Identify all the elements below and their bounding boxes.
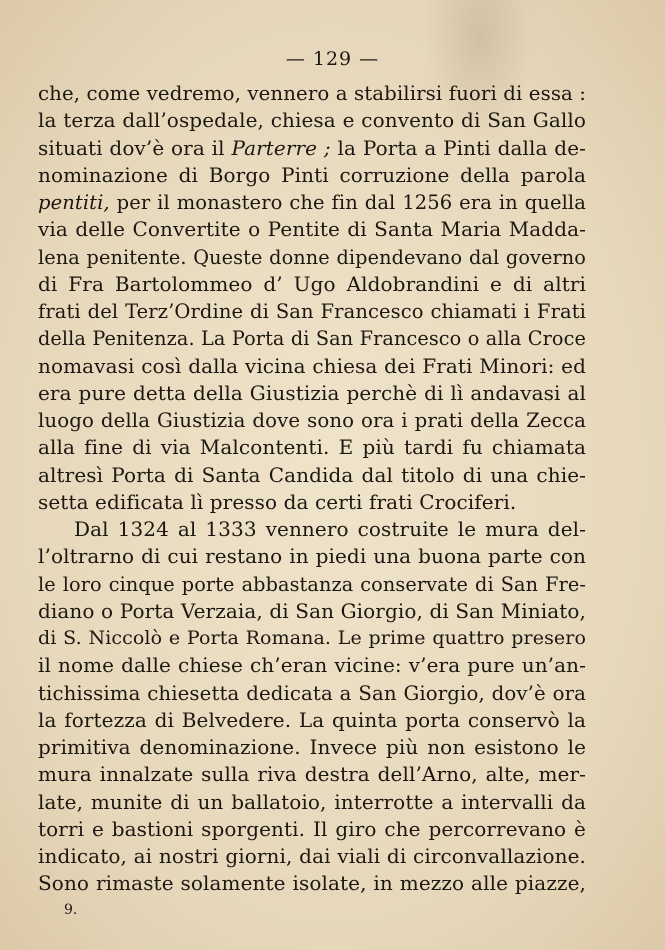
text-line	[38, 380, 586, 407]
text-segment: alla fine di via Malcontenti. E più tardi fu chiamata	[38, 435, 586, 460]
text-line	[38, 734, 586, 761]
text-segment: il nome dalle chiese ch’eran vicine: v’era pure un’an-	[38, 653, 586, 678]
text-line	[38, 325, 586, 352]
text-line	[38, 298, 586, 325]
text-line	[38, 189, 586, 216]
text-segment: setta edificata lì presso da certi frati Crociferi.	[38, 489, 517, 514]
text-segment: diano o Porta Verzaia, di San Giorgio, di San Miniato,	[38, 598, 586, 623]
text-segment: della Penitenza. La Porta di San Francesco o alla Croce	[38, 327, 586, 351]
text-line	[38, 816, 586, 843]
text-segment: l’oltrarno di cui restano in piedi una buona parte con	[38, 544, 586, 569]
text-segment: altresì Porta di Santa Candida dal titolo di una chie-	[38, 462, 586, 487]
text-line	[38, 571, 586, 598]
text-segment: era pure detta della Giustizia perchè di lì andavasi al	[38, 380, 586, 405]
page-number: — 129 —	[285, 48, 380, 70]
text-line	[38, 462, 586, 489]
text-line	[38, 135, 586, 162]
text-line	[38, 434, 586, 461]
text-segment: di Fra Bartolommeo d’ Ugo Aldobrandini e di altri	[38, 271, 586, 296]
text-line	[38, 680, 586, 707]
text-line	[38, 843, 586, 870]
italic-term: pentiti,	[38, 191, 110, 214]
text-line	[38, 761, 586, 788]
text-segment: torri e bastioni sporgenti. Il giro che percorrevano è	[38, 816, 586, 841]
text-line	[38, 543, 586, 570]
body-text	[38, 80, 586, 898]
italic-term: Parterre ;	[231, 135, 331, 160]
text-line	[38, 407, 586, 434]
text-line	[38, 80, 586, 107]
text-line	[38, 870, 586, 897]
text-segment: nomavasi così dalla vicina chiesa dei Frati Minori: ed	[38, 353, 586, 378]
text-segment: Dal 1324 al 1333 vennero costruite le mura del-	[74, 517, 586, 541]
text-segment: via delle Convertite o Pentite di Santa Maria Madda-	[38, 217, 586, 242]
text-segment: per il monastero che fin dal 1256 era in quella	[109, 191, 586, 214]
text-segment: la terza dall’ospedale, chiesa e convento di San Gallo	[38, 108, 586, 133]
text-segment: nominazione di Borgo Pinti corruzione della parola	[38, 162, 586, 187]
text-line	[38, 598, 586, 625]
signature-mark: 9.	[64, 902, 78, 918]
text-segment: la Porta a Pinti dalla de-	[330, 135, 586, 160]
text-line	[38, 271, 586, 298]
text-segment: tichissima chiesetta dedicata a San Giorgio, dov’è ora	[38, 681, 586, 705]
text-segment: mura innalzate sulla riva destra dell’Arno, alte, mer-	[38, 762, 586, 787]
text-line	[38, 107, 586, 134]
text-segment: che, come vedremo, vennero a stabilirsi fuori di essa :	[38, 82, 587, 105]
text-line	[38, 625, 586, 652]
text-segment: di S. Niccolò e Porta Romana. Le prime quattro presero	[38, 627, 586, 649]
text-segment: Sono rimaste solamente isolate, in mezzo alle piazze,	[38, 871, 586, 896]
text-line	[38, 489, 586, 516]
text-line	[38, 652, 586, 679]
text-line	[38, 162, 586, 189]
text-segment: situati dov’è ora il	[38, 135, 232, 160]
text-line	[38, 353, 586, 380]
text-line	[38, 707, 586, 734]
text-segment: late, munite di un ballatoio, interrotte a intervalli da	[38, 789, 586, 814]
text-line	[38, 516, 586, 543]
text-segment: primitiva denominazione. Invece più non esistono le	[38, 735, 586, 759]
text-segment: le loro cinque porte abbastanza conservate di San Fre-	[38, 572, 586, 596]
text-segment: indicato, ai nostri giorni, dai viali di circonvallazione.	[38, 844, 586, 868]
text-line	[38, 244, 586, 271]
text-segment: frati del Terz’Ordine di San Francesco chiamati i Frati	[38, 300, 586, 323]
text-segment: la fortezza di Belvedere. La quinta porta conservò la	[38, 707, 586, 732]
text-line	[38, 216, 586, 243]
text-segment: luogo della Giustizia dove sono ora i prati della Zecca	[38, 409, 586, 432]
text-line	[38, 789, 586, 816]
text-segment: lena penitente. Queste donne dipendevano dal governo	[38, 245, 586, 269]
